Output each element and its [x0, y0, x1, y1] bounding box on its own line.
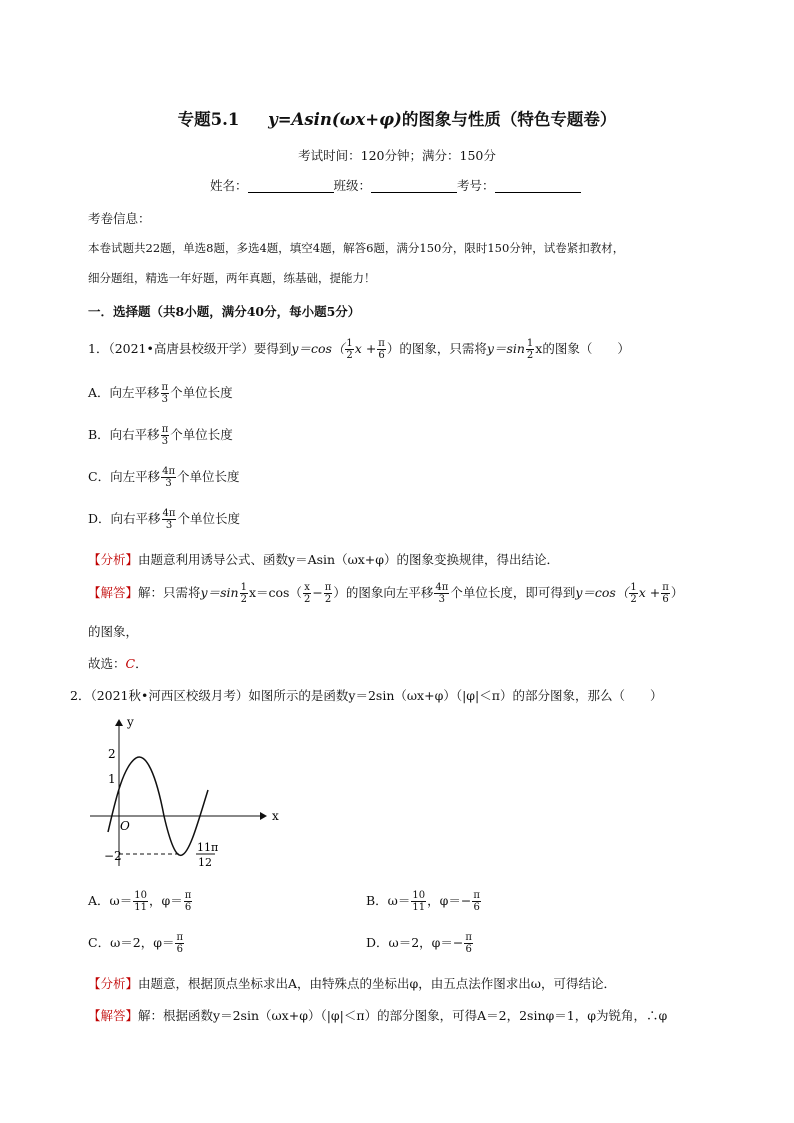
option-label: B．ω＝	[366, 893, 411, 908]
q1-frac-pi6: $\frac{\pi}{6}$	[378, 338, 385, 361]
q1-expr1-pre: y＝cos（	[291, 341, 345, 356]
frac-num: π	[473, 890, 480, 901]
answer-expr: x＝cos（	[248, 585, 302, 600]
frac-den: 6	[465, 944, 472, 955]
name-label: 姓名：	[210, 178, 248, 193]
answer-text: ）的图象向左平移	[333, 585, 434, 600]
answer-expr: y＝sin	[200, 585, 239, 600]
q1-frac-half-2: $\frac{1}{2}$	[526, 338, 534, 361]
class-label: 班级：	[333, 178, 372, 193]
x-tick-den: 12	[198, 856, 212, 869]
analysis-tag: 【分析】	[88, 976, 139, 991]
x-axis-label: x	[272, 809, 279, 823]
q1-expr2-post: x的图象（ ）	[535, 341, 630, 356]
section-heading: 一．选择题（共8小题，满分40分，每小题5分）	[88, 304, 361, 319]
frac-den: 11	[134, 902, 147, 913]
option-label: B．向右平移	[88, 427, 160, 442]
q1-answer: 【解答】解：只需将y＝sin $\frac{1}{2}$ x＝cos（ $\frac{x}{2}$ − $\frac{\pi}{2}$ ）的图象向左平移 $\frac{4\pi}{3}$ 个单位长度，即可得到y＝cos（ $\frac{1}{2}$ x + $\frac{\pi}{6}$ ）	[88, 582, 684, 605]
option-tail: 个单位长度	[177, 511, 240, 526]
exam-time: 考试时间：120分钟；满分：150分	[298, 148, 496, 163]
q1-expr1-post: ）的图象，只需将	[386, 341, 487, 356]
frac-num: 4π	[162, 508, 176, 519]
q2-analysis	[88, 974, 616, 992]
frac-num: π	[161, 424, 169, 435]
q1-analysis	[88, 550, 559, 568]
frac-num: 4π	[162, 466, 176, 477]
option-sign: −	[460, 893, 472, 908]
option-label: D．向右平移	[88, 511, 161, 526]
q2-option-a[interactable]	[88, 890, 193, 913]
answer-tag: 【解答】	[88, 1008, 139, 1023]
tick-neg2-label: −2	[104, 849, 122, 863]
frac-den: 6	[473, 902, 480, 913]
frac-den: 11	[412, 902, 426, 913]
name-field[interactable]	[248, 178, 334, 193]
analysis-text: 由题意利用诱导公式、函数y＝Asin（ωx+φ）的图象变换规律，得出结论．	[138, 552, 560, 567]
number-field[interactable]	[495, 178, 581, 193]
sine-curve	[108, 757, 208, 855]
title-prefix: 专题5.1	[177, 110, 240, 129]
frac-den: 6	[176, 944, 183, 955]
frac-den: 3	[165, 520, 173, 531]
analysis-text: 由题意，根据顶点坐标求出A，由特殊点的坐标出φ，由五点法作图求出ω，可得结论．	[138, 976, 616, 991]
q2-option-c[interactable]	[88, 932, 185, 955]
option-tail: 个单位长度	[170, 385, 233, 400]
tick-1-label: 1	[108, 772, 116, 786]
choose-answer: C	[125, 656, 136, 671]
option-sign: −	[452, 935, 464, 950]
x-tick-num: 11π	[197, 841, 219, 854]
frac-num: π	[465, 932, 472, 943]
q1-expr2: y＝sin	[486, 341, 525, 356]
answer-text: 个单位长度，即可得到	[450, 585, 576, 600]
q1-option-c[interactable]	[88, 466, 240, 489]
q1-choose	[88, 654, 148, 672]
option-mid: ，φ＝	[427, 893, 461, 908]
q2-answer	[88, 1006, 667, 1024]
q1-option-d[interactable]	[88, 508, 240, 531]
frac-num: 10	[412, 890, 426, 901]
info-line2: 细分题组，精选一年好题，两年真题，练基础，提能力！	[88, 271, 376, 285]
analysis-tag: 【分析】	[88, 552, 139, 567]
number-label: 考号：	[457, 178, 495, 193]
option-label: C．ω＝2，φ＝	[88, 935, 175, 950]
q1-number: 1．	[88, 341, 109, 356]
title-suffix: 的图象与性质（特色专题卷）	[401, 110, 617, 129]
q1-frac-half: $\frac{1}{2}$	[346, 338, 353, 361]
page-title	[0, 106, 794, 130]
frac-den: 6	[184, 902, 192, 913]
info-line1: 本卷试题共22题，单选8题，多选4题，填空4题，解答6题，满分150分，限时150分钟，试卷紧扣教材，	[88, 241, 625, 255]
y-axis-label: y	[127, 715, 134, 729]
choose-label: 故选：	[88, 656, 126, 671]
q2-graph	[84, 712, 294, 872]
q2-number: 2．	[70, 688, 91, 703]
q2-text: （2021秋•河西区校级月考）如图所示的是函数y＝2sin（ωx+φ）（|φ|＜π）的部分图象，那么（ ）	[90, 688, 663, 703]
answer-text: ）	[670, 585, 684, 600]
q1-answer-line2: 的图象，	[88, 624, 139, 639]
q2-option-b[interactable]	[366, 890, 482, 913]
q2-option-d[interactable]	[366, 932, 474, 955]
choose-end: ．	[135, 656, 148, 671]
student-info-row	[210, 176, 581, 194]
answer-text: 解：只需将	[138, 585, 201, 600]
frac-den: 3	[165, 478, 172, 489]
q1-source: （2021•高唐县校级开学）要得到	[108, 341, 292, 356]
origin-label: O	[120, 819, 130, 833]
frac-num: π	[161, 382, 169, 393]
frac-den: 3	[161, 394, 168, 405]
frac-num: 10	[134, 890, 147, 901]
option-label: A．向左平移	[88, 385, 160, 400]
frac-num: π	[176, 932, 184, 943]
q1-option-a[interactable]	[88, 382, 233, 405]
answer-tag: 【解答】	[88, 585, 139, 600]
class-field[interactable]	[371, 178, 457, 193]
q1-stem: 1．（2021•高唐县校级开学）要得到y＝cos（ $\frac{1}{2}$ x + $\frac{\pi}{6}$ ）的图象，只需将y＝sin $\frac{1}{2}$ x的图象（ ）	[88, 338, 630, 361]
answer-expr: y＝cos（	[575, 585, 629, 600]
q1-option-b[interactable]	[88, 424, 233, 447]
title-math: y=Asin(ωx+φ)	[268, 110, 402, 129]
option-label: C．向左平移	[88, 469, 161, 484]
q2-stem	[70, 686, 662, 704]
option-mid: ，φ＝	[148, 893, 183, 908]
option-label: D．ω＝2，φ＝	[366, 935, 453, 950]
option-tail: 个单位长度	[170, 427, 233, 442]
answer-text: 解：根据函数y＝2sin（ωx+φ）（|φ|＜π）的部分图象，可得A＝2，2sinφ＝1，φ为锐角，∴φ	[138, 1008, 668, 1023]
frac-den: 3	[161, 436, 169, 447]
option-tail: 个单位长度	[177, 469, 240, 484]
info-heading: 考卷信息：	[88, 211, 151, 226]
option-label: A．ω＝	[88, 893, 133, 908]
frac-num: π	[184, 890, 192, 901]
tick-2-label: 2	[108, 747, 116, 761]
